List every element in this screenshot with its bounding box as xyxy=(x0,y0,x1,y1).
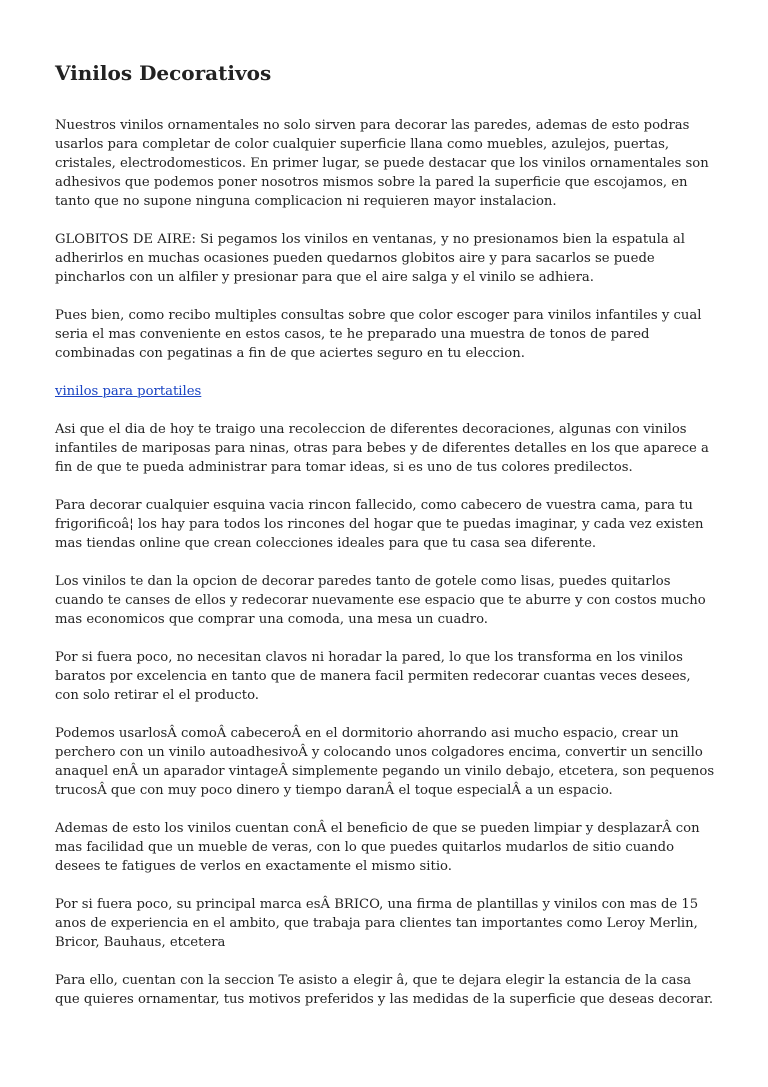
paragraph-seccion: Para ello, cuentan con la seccion Te asisto a elegir â, que te dejara elegir la estancia de la casa que quieres ornamentar, tus motivos preferidos y las medidas de la superficie que deseas decorar. xyxy=(55,973,714,1007)
vinilos-portatiles-link[interactable]: vinilos para portatiles xyxy=(55,384,202,399)
paragraph-clavos: Por si fuera poco, no necesitan clavos ni horadar la pared, lo que los transforma en los vinilos baratos por excelencia en tanto que de manera facil permiten redecorar cuantas veces desees, con solo retirar el el producto. xyxy=(55,650,691,703)
paragraph-consultas: Pues bien, como recibo multiples consultas sobre que color escoger para vinilos infantiles y cual seria el mas conveniente en estos casos, te he preparado una muestra de tonos de pared combinadas con pegatinas a fin de que aciertes seguro en tu eleccion. xyxy=(55,308,702,361)
paragraph-recoleccion: Asi que el dia de hoy te traigo una recoleccion de diferentes decoraciones, algunas con vinilos infantiles de mariposas para ninas, otras para bebes y de diferentes detalles en los que aparece a fin de que te pueda administrar para tomar ideas, si es uno de tus colores predilectos. xyxy=(55,422,709,475)
paragraph-esquina: Para decorar cualquier esquina vacia rincon fallecido, como cabecero de vuestra cama, para tu frigorificoâ¦ los hay para todos los rincones del hogar que te puedas imaginar, y cada vez existen mas tiendas online que crean colecciones ideales para que tu casa sea diferente. xyxy=(55,498,704,551)
paragraph-usarlos: Podemos usarlosÂ comoÂ cabeceroÂ en el dormitorio ahorrando asi mucho espacio, crear un perchero con un vinilo autoadhesivoÂ y colocando unos colgadores encima, convertir un sencillo anaquel enÂ un aparador vintageÂ simplemente pegando un vinilo debajo, etcetera, son pequenos trucosÂ que con muy poco dinero y tiempo daranÂ el toque especialÂ a un espacio. xyxy=(55,726,715,798)
document-title: Vinilos Decorativos xyxy=(55,61,272,85)
paragraph-globitos: GLOBITOS DE AIRE: Si pegamos los vinilos en ventanas, y no presionamos bien la espatula al adherirlos en muchas ocasiones pueden quedarnos globitos aire y para sacarlos se puede pincharlos con un alfiler y presionar para que el aire salga y el vinilo se adhiera. xyxy=(55,232,686,285)
paragraph-limpiar: Ademas de esto los vinilos cuentan conÂ el beneficio de que se pueden limpiar y desplazarÂ con mas facilidad que un mueble de veras, con lo que puedes quitarlos mudarlos de sitio cuando desees te fatigues de verlos en exactamente el mismo sitio. xyxy=(55,821,700,874)
document-page xyxy=(55,58,715,1028)
link-paragraph xyxy=(55,382,715,401)
paragraph-intro: Nuestros vinilos ornamentales no solo sirven para decorar las paredes, ademas de esto podras usarlos para completar de color cualquier superficie llana como muebles, azulejos, puertas, cristales, electrodomesticos. En primer lugar, se puede destacar que los vinilos ornamentales son adhesivos que podemos poner nosotros mismos sobre la pared la superficie que escojamos, en tanto que no supone ninguna complicacion ni requieren mayor instalacion. xyxy=(55,118,709,209)
paragraph-gotele: Los vinilos te dan la opcion de decorar paredes tanto de gotele como lisas, puedes quitarlos cuando te canses de ellos y redecorar nuevamente ese espacio que te aburre y con costos mucho mas economicos que comprar una comoda, una mesa un cuadro. xyxy=(55,574,706,627)
paragraph-brico: Por si fuera poco, su principal marca esÂ BRICO, una firma de plantillas y vinilos con mas de 15 anos de experiencia en el ambito, que trabaja para clientes tan importantes como Leroy Merlin, Bricor, Bauhaus, etcetera xyxy=(55,897,699,950)
